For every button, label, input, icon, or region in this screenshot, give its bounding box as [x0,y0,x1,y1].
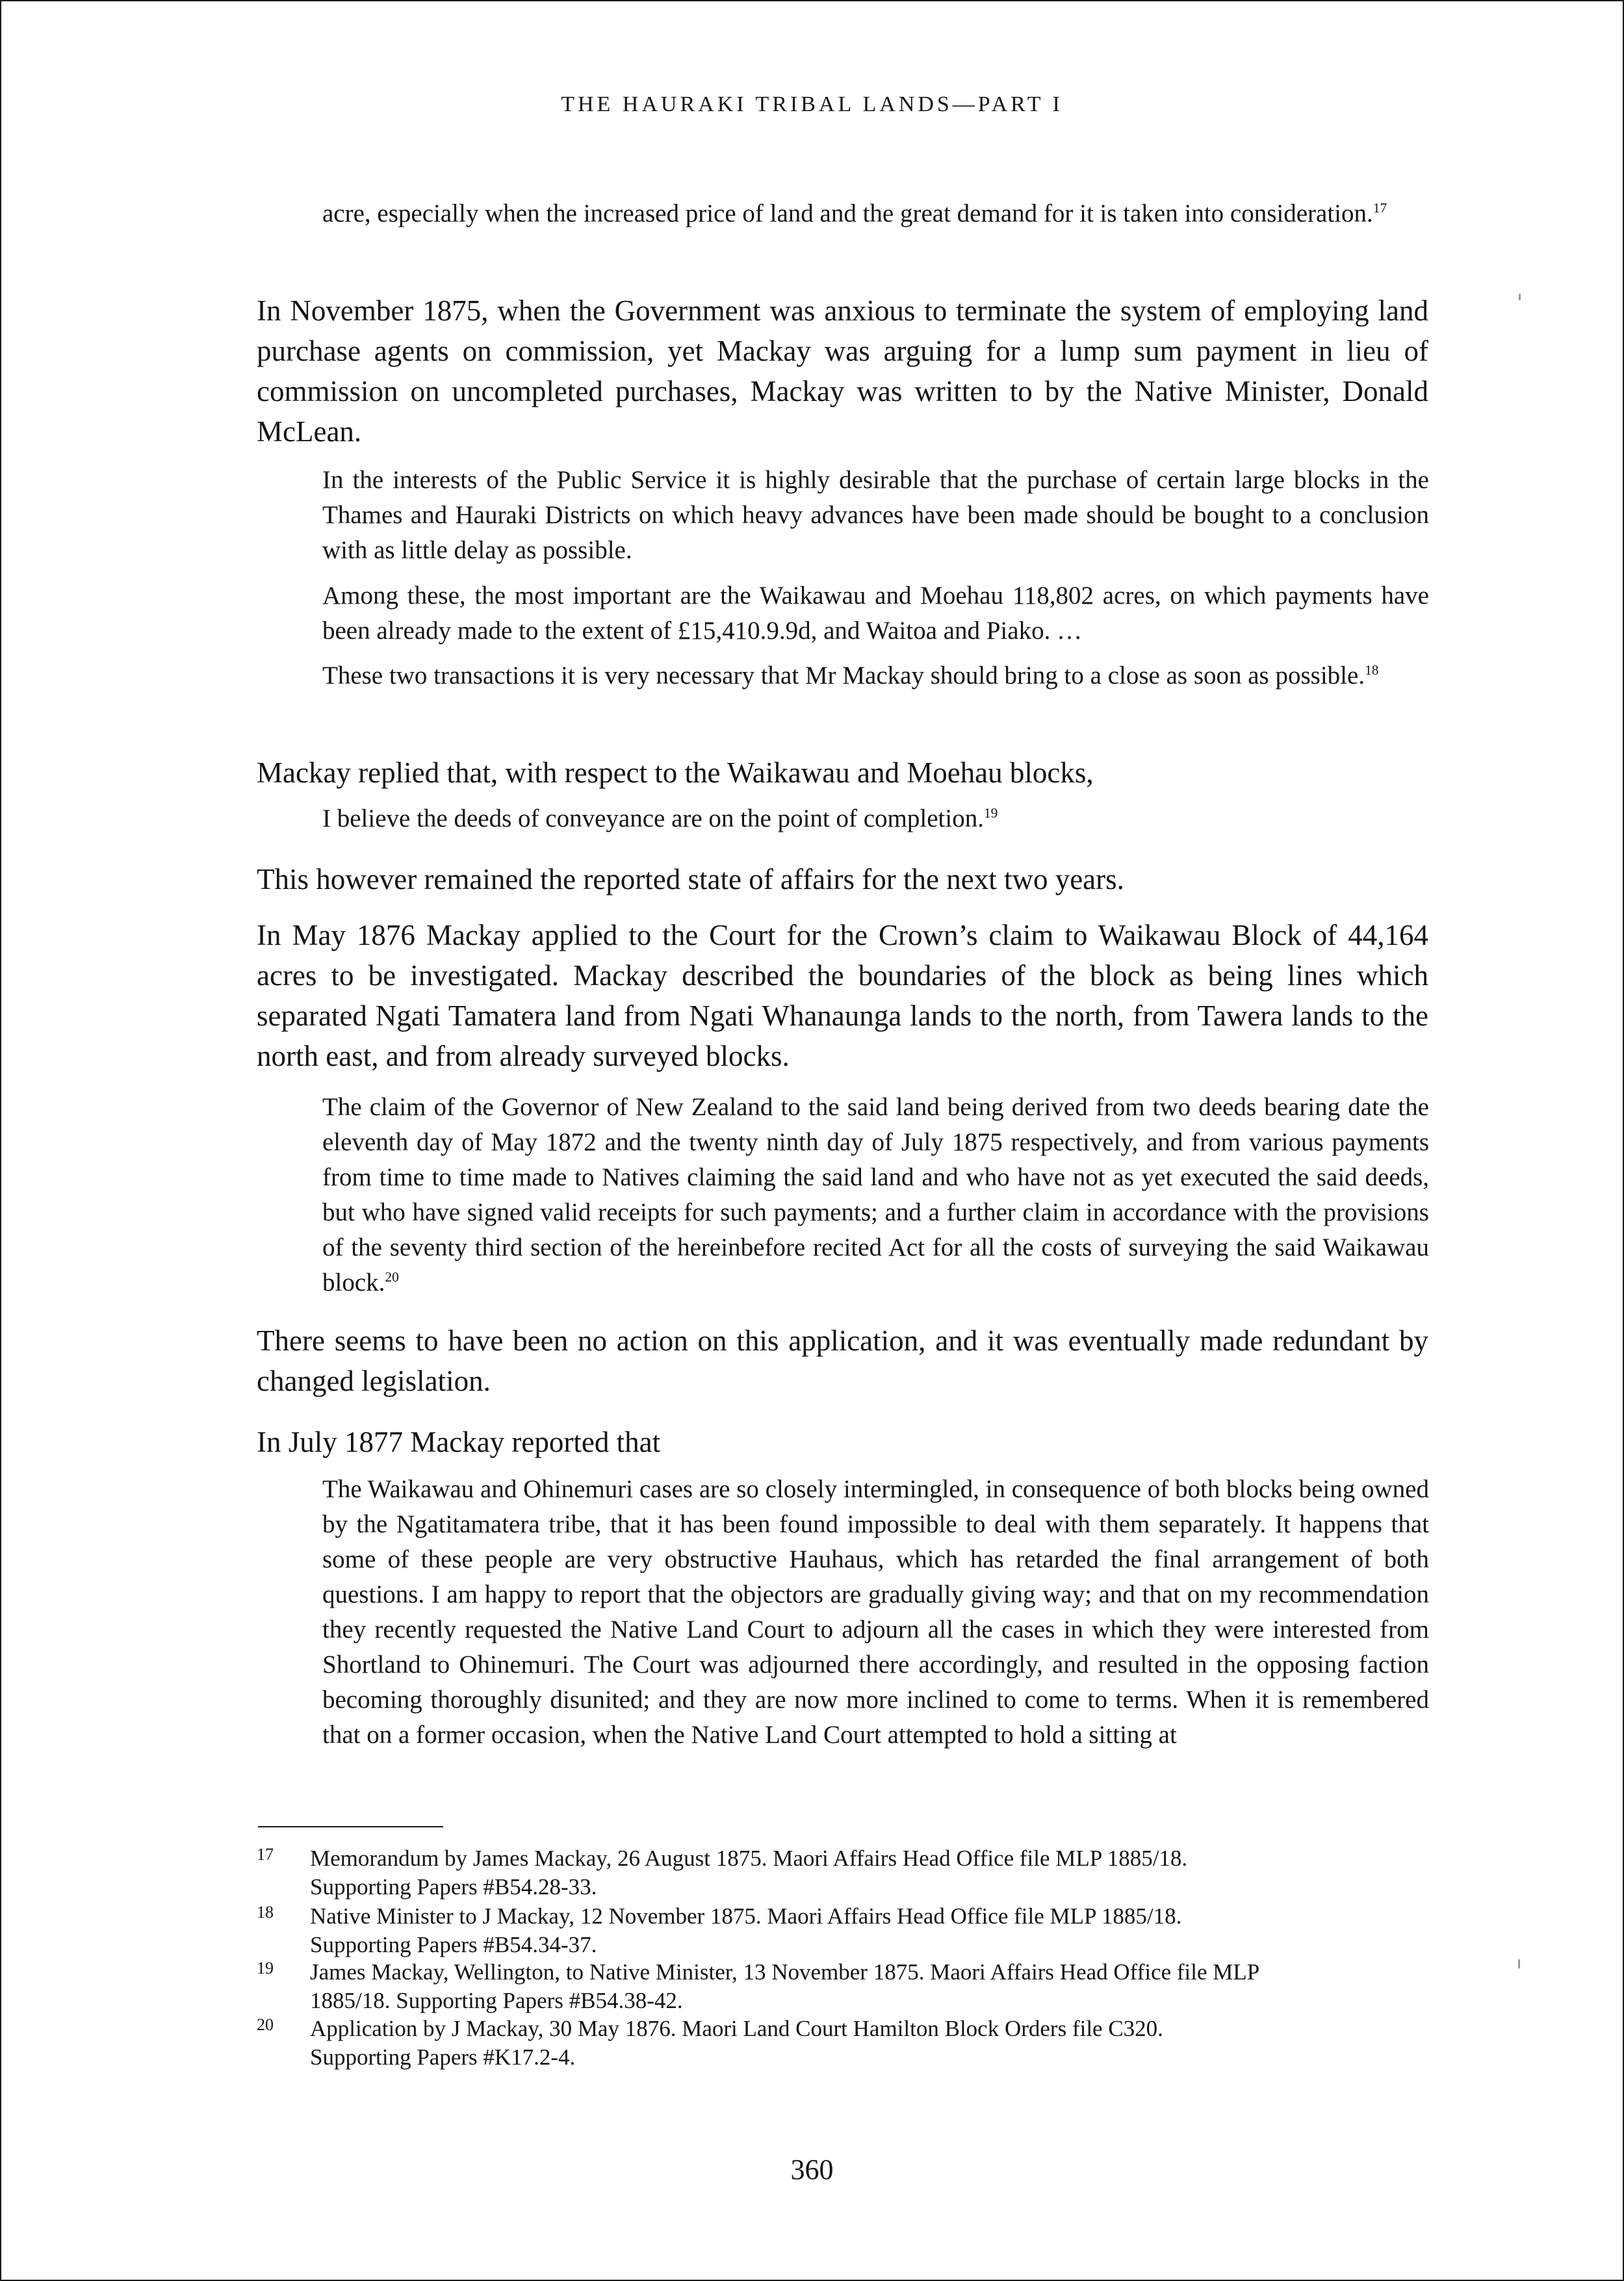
paragraph-text: In May 1876 Mackay applied to the Court for the Crown’s claim to Waikawau Block of 44,164 acres to be investigated. Mackay described the boundaries of the block as being lines which separated Ngati Tamatera land from Ngati Whanaunga lands to the north, from Tawera lands to the north east, and from already surveyed blocks. [257,919,1428,1072]
footnote-line: 1885/18. Supporting Papers #B54.38-42. [310,1988,683,2013]
running-head: THE HAURAKI TRIBAL LANDS—PART I [561,92,1063,116]
scan-speck [1519,294,1521,300]
quote-paragraph [322,801,1429,836]
footnote-separator [258,1826,443,1827]
body-paragraph [257,1422,1428,1462]
footnote-reference: 18 [1365,662,1379,678]
footnote-line: Supporting Papers #B54.34-37. [310,1932,597,1957]
footnote-reference: 17 [1373,200,1387,216]
quote-paragraph [322,578,1429,649]
paragraph-text: The claim of the Governor of New Zealand to the said land being derived from two deeds bearing date the eleventh day of May 1872 and the twenty ninth day of July 1875 respectively, and from various payments from time to time made to Natives claiming the said land and who have not as yet executed the said deeds, but who have signed valid receipts for such payments; and a further claim in accordance with the provisions of the seventy third section of the hereinbefore recited Act for all the costs of surveying the said Waikawau block. [322,1093,1429,1296]
body-paragraph [257,859,1428,899]
paragraph-text: I believe the deeds of conveyance are on the point of completion. [322,805,984,832]
paragraph-text: There seems to have been no action on this application, and it was eventually made redundant by changed legislation. [257,1324,1428,1397]
footnote-line: Native Minister to J Mackay, 12 November 1875. Maori Affairs Head Office file MLP 1885/18. [310,1903,1182,1929]
scan-speck [1518,1959,1520,1968]
footnote-reference: 19 [983,805,998,821]
footnote-line: James Mackay, Wellington, to Native Minister, 13 November 1875. Maori Affairs Head Office file MLP [310,1959,1260,1985]
footnote-line: Supporting Papers #B54.28-33. [310,1874,597,1900]
footnote-number: 20 [257,2015,274,2034]
paragraph-text: In July 1877 Mackay reported that [257,1426,661,1458]
footnote-text [310,1902,1428,1959]
footnote-text [310,1958,1428,2015]
paragraph-text: These two transactions it is very necessary that Mr Mackay should bring to a close as soon as possible. [322,662,1365,689]
body-paragraph [257,1321,1428,1401]
body-paragraph [257,915,1428,1076]
page-number: 360 [790,2154,834,2185]
body-paragraph [257,753,1428,793]
paragraph-text: Mackay replied that, with respect to the Waikawau and Moehau blocks, [257,756,1094,789]
footnote-number: 18 [257,1903,274,1922]
quote-paragraph [322,658,1429,693]
footnote-line: Memorandum by James Mackay, 26 August 1875. Maori Affairs Head Office file MLP 1885/18. [310,1846,1188,1871]
paragraph-text: Among these, the most important are the Waikawau and Moehau 118,802 acres, on which payments have been already made to the extent of £15,410.9.9d, and Waitoa and Piako. … [322,582,1429,645]
paragraph-text: This however remained the reported state of affairs for the next two years. [257,863,1124,896]
footnote-text [310,2015,1428,2072]
quote-paragraph [322,1472,1429,1753]
paragraph-text: The Waikawau and Ohinemuri cases are so closely intermingled, in consequence of both blocks being owned by the Ngatitamatera tribe, that it has been found impossible to deal with them separately. It happens that some of these people are very obstructive Hauhaus, which has retarded the final arrangement of both questions. I am happy to report that the objectors are gradually giving way; and that on my recommendation they recently requested the Native Land Court to adjourn all the cases in which they were interested from Shortland to Ohinemuri. The Court was adjourned there accordingly, and resulted in the opposing faction becoming thoroughly disunited; and they are now more inclined to come to terms. When it is remembered that on a former occasion, when the Native Land Court attempted to hold a sitting at [322,1475,1429,1749]
footnote-number: 19 [257,1959,274,1978]
paragraph-text: In the interests of the Public Service it is highly desirable that the purchase of certain large blocks in the Thames and Hauraki Districts on which heavy advances have been made should be bought to a conclusion with as little delay as possible. [322,466,1429,564]
footnote-number: 17 [257,1845,274,1864]
footnote-text [310,1844,1428,1901]
paragraph-text: acre, especially when the increased price of land and the great demand for it is taken into consideration. [322,200,1373,227]
footnote-reference: 20 [385,1269,399,1285]
quote-paragraph [322,463,1429,568]
footnote-line: Supporting Papers #K17.2-4. [310,2044,576,2070]
quote-paragraph [322,1090,1429,1300]
footnote-line: Application by J Mackay, 30 May 1876. Maori Land Court Hamilton Block Orders file C320. [310,2016,1163,2041]
paragraph-text: In November 1875, when the Government was anxious to terminate the system of employing land purchase agents on commission, yet Mackay was arguing for a lump sum payment in lieu of commission on uncompleted purchases, Mackay was written to by the Native Minister, Donald McLean. [257,294,1428,448]
quote-paragraph [322,196,1429,231]
body-paragraph [257,290,1428,452]
